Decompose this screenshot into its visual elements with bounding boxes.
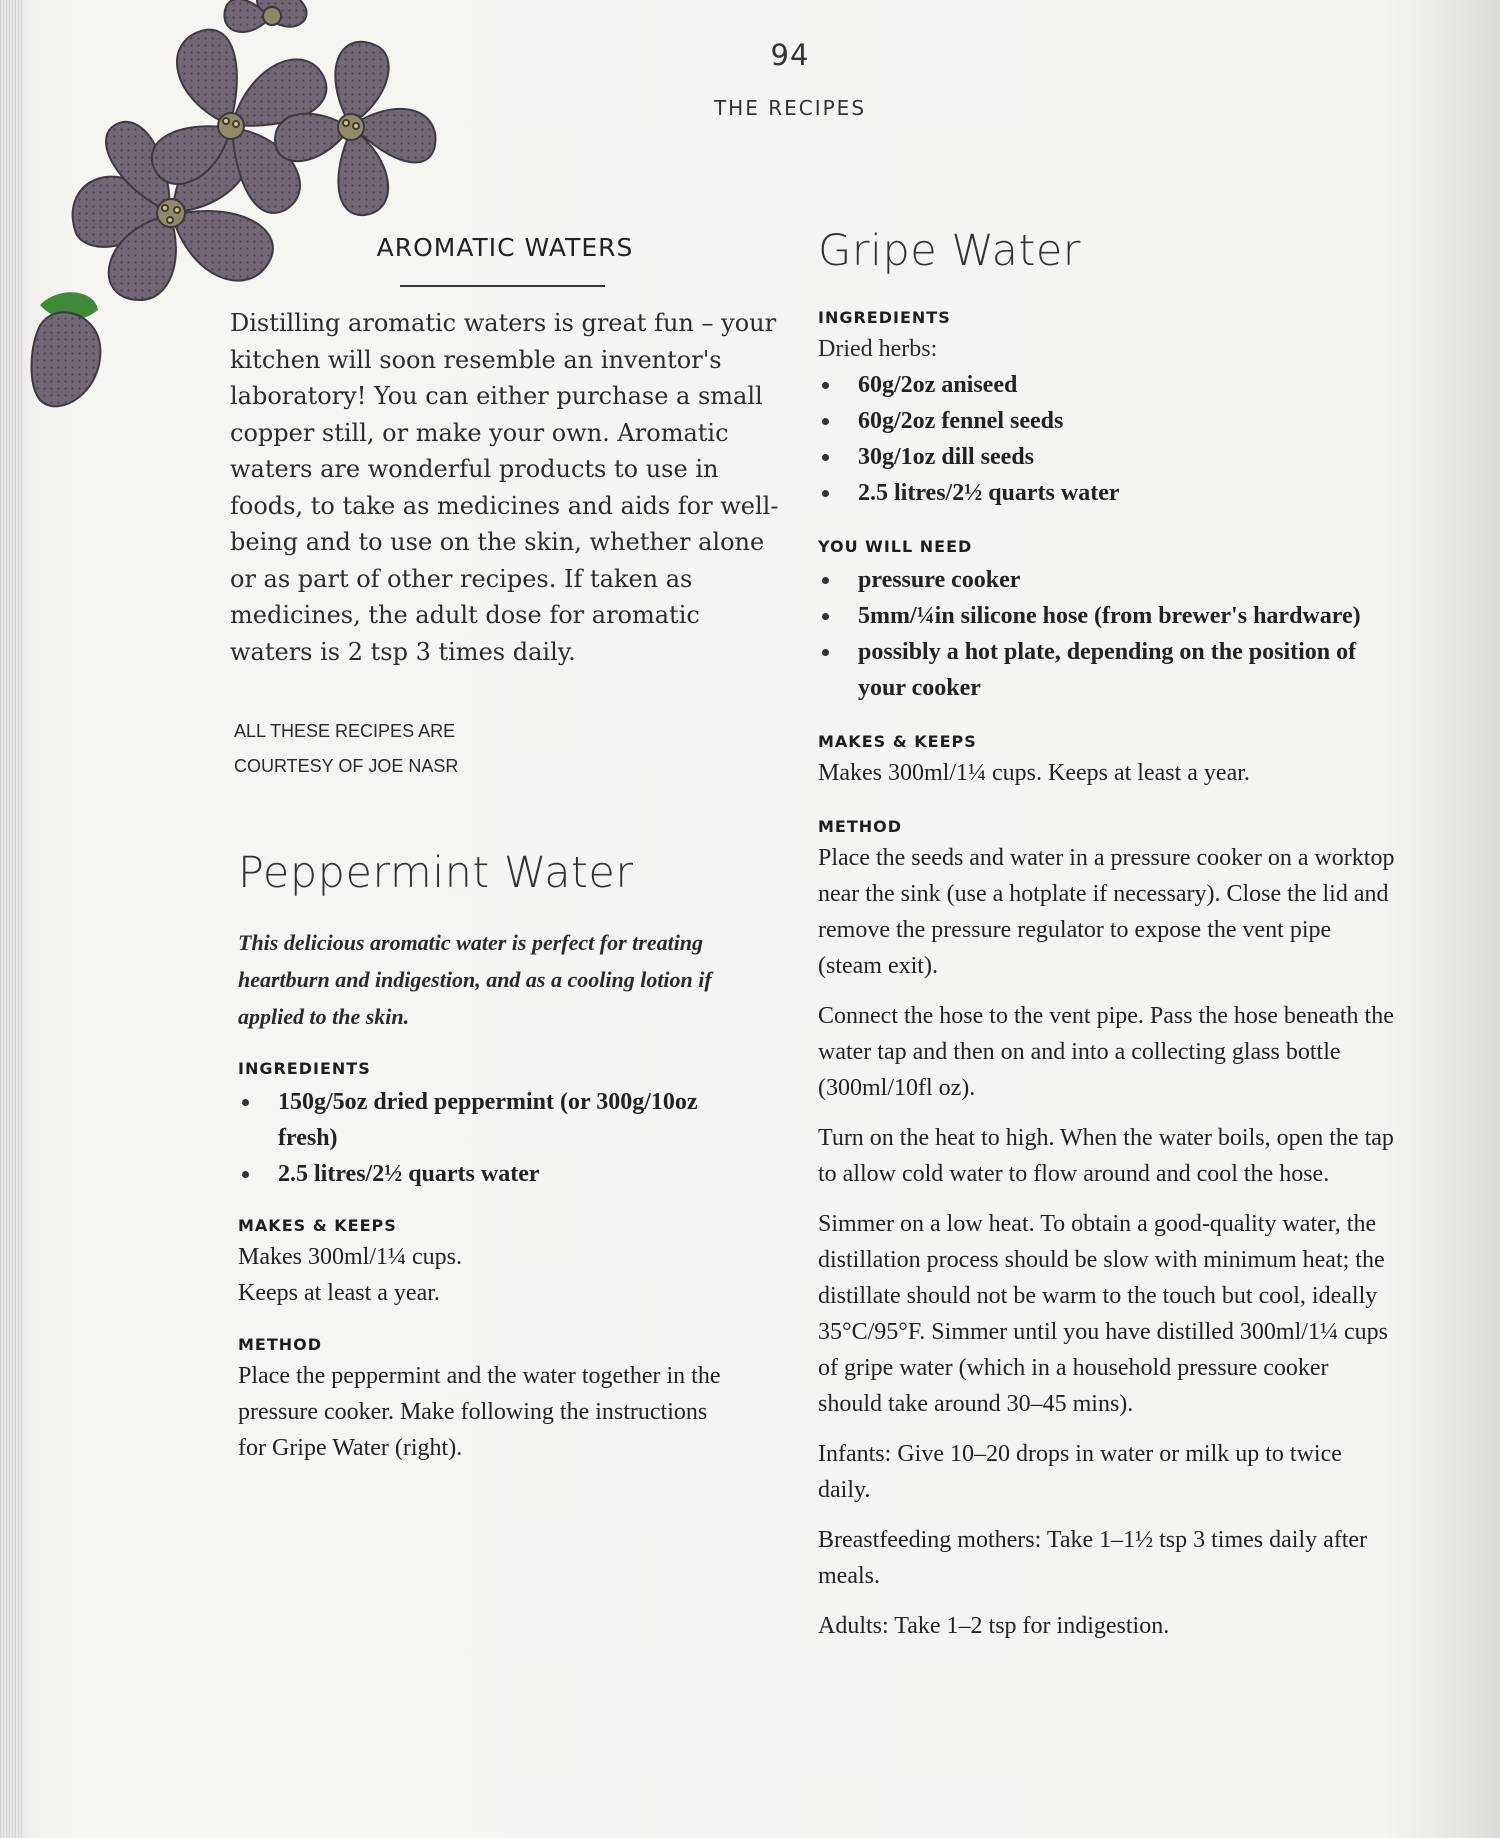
peppermint-title: Peppermint Water	[238, 848, 634, 898]
makes-keeps-label: MAKES & KEEPS	[818, 732, 977, 751]
method-label: METHOD	[818, 817, 903, 836]
list-item: 2.5 litres/2½ quarts water	[238, 1156, 758, 1192]
method-step: Turn on the heat to high. When the water boils, open the tap to allow cold water to flow around and cool the hose.	[818, 1125, 1394, 1187]
list-item: possibly a hot plate, depending on the position of your cooker	[818, 634, 1398, 706]
dosage-adults: Adults: Take 1–2 tsp for indigestion.	[818, 1613, 1170, 1639]
petal-shape	[32, 312, 101, 406]
makes-keeps-text: Makes 300ml/1¼ cups. Keeps at least a year.	[818, 760, 1250, 786]
credit-line: COURTESY OF JOE NASR	[234, 756, 459, 776]
gripe-water-recipe	[818, 226, 1398, 1644]
aromatic-waters-heading: AROMATIC WATERS	[376, 233, 634, 262]
peppermint-method: Place the peppermint and the water together in the pressure cooker. Make following the instructions for Gripe Water (right).	[238, 1363, 721, 1461]
peppermint-ingredients-list	[238, 1084, 758, 1192]
dried-herbs-label: Dried herbs:	[818, 336, 938, 362]
gripe-ingredients-list	[818, 367, 1398, 511]
list-item: 30g/1oz dill seeds	[818, 439, 1398, 475]
gripe-water-title: Gripe Water	[818, 226, 1081, 276]
list-item: 60g/2oz fennel seeds	[818, 403, 1398, 439]
makes-keeps-text	[238, 1239, 758, 1311]
peppermint-intro: This delicious aromatic water is perfect for treating heartburn and indigestion, and as a cooling lotion if applied to the skin.	[238, 930, 712, 1029]
dosage-breastfeeding: Breastfeeding mothers: Take 1–1½ tsp 3 times daily after meals.	[818, 1527, 1368, 1589]
ingredients-label: INGREDIENTS	[238, 1059, 371, 1078]
peppermint-recipe	[238, 848, 758, 1466]
heading-divider	[400, 285, 605, 287]
flower-bloom	[224, 0, 306, 32]
list-item: 150g/5oz dried peppermint (or 300g/10oz fresh)	[238, 1084, 758, 1156]
ingredients-label: INGREDIENTS	[818, 308, 951, 327]
page-number: 94	[770, 38, 810, 72]
method-step: Simmer on a low heat. To obtain a good-quality water, the distillation process should be slow with minimum heat; the distillate should not be warm to the touch but cool, ideally 35°C/95°F. Simmer until you have distilled 300ml/1¼ cups of gripe water (which in a household pressure cooker should take around 30–45 mins).	[818, 1211, 1388, 1417]
method-step: Connect the hose to the vent pipe. Pass the hose beneath the water tap and then on and into a collecting glass bottle (300ml/10fl oz).	[818, 1003, 1394, 1101]
credit-line: ALL THESE RECIPES ARE	[234, 721, 456, 741]
list-item: 60g/2oz aniseed	[818, 367, 1398, 403]
list-item: 5mm/¼in silicone hose (from brewer's hardware)	[818, 598, 1398, 634]
equipment-list	[818, 562, 1398, 706]
you-will-need-label: YOU WILL NEED	[818, 537, 973, 556]
method-step: Place the seeds and water in a pressure cooker on a worktop near the sink (use a hotplate if necessary). Close the lid and remove the pressure regulator to expose the vent pipe (steam exit).	[818, 845, 1395, 979]
aromatic-intro-paragraph: Distilling aromatic waters is great fun – your kitchen will soon resemble an inventor's laboratory! You can either purchase a small copper still, or make your own. Aromatic waters are wonderful products to use in foods, to take as medicines and aids for well-being and to use on the skin, whether alone or as part of other recipes. If taken as medicines, the adult dose for aromatic waters is 2 tsp 3 times daily.	[230, 309, 779, 666]
credit-note	[234, 714, 614, 784]
dosage-infants: Infants: Give 10–20 drops in water or milk up to twice daily.	[818, 1441, 1342, 1503]
makes-line: Makes 300ml/1¼ cups.	[238, 1244, 462, 1270]
page-edge-stack	[0, 0, 22, 1838]
keeps-line: Keeps at least a year.	[238, 1280, 440, 1306]
section-title: THE RECIPES	[713, 96, 867, 120]
list-item: 2.5 litres/2½ quarts water	[818, 475, 1398, 511]
makes-keeps-label: MAKES & KEEPS	[238, 1216, 397, 1235]
method-label: METHOD	[238, 1335, 323, 1354]
list-item: pressure cooker	[818, 562, 1398, 598]
